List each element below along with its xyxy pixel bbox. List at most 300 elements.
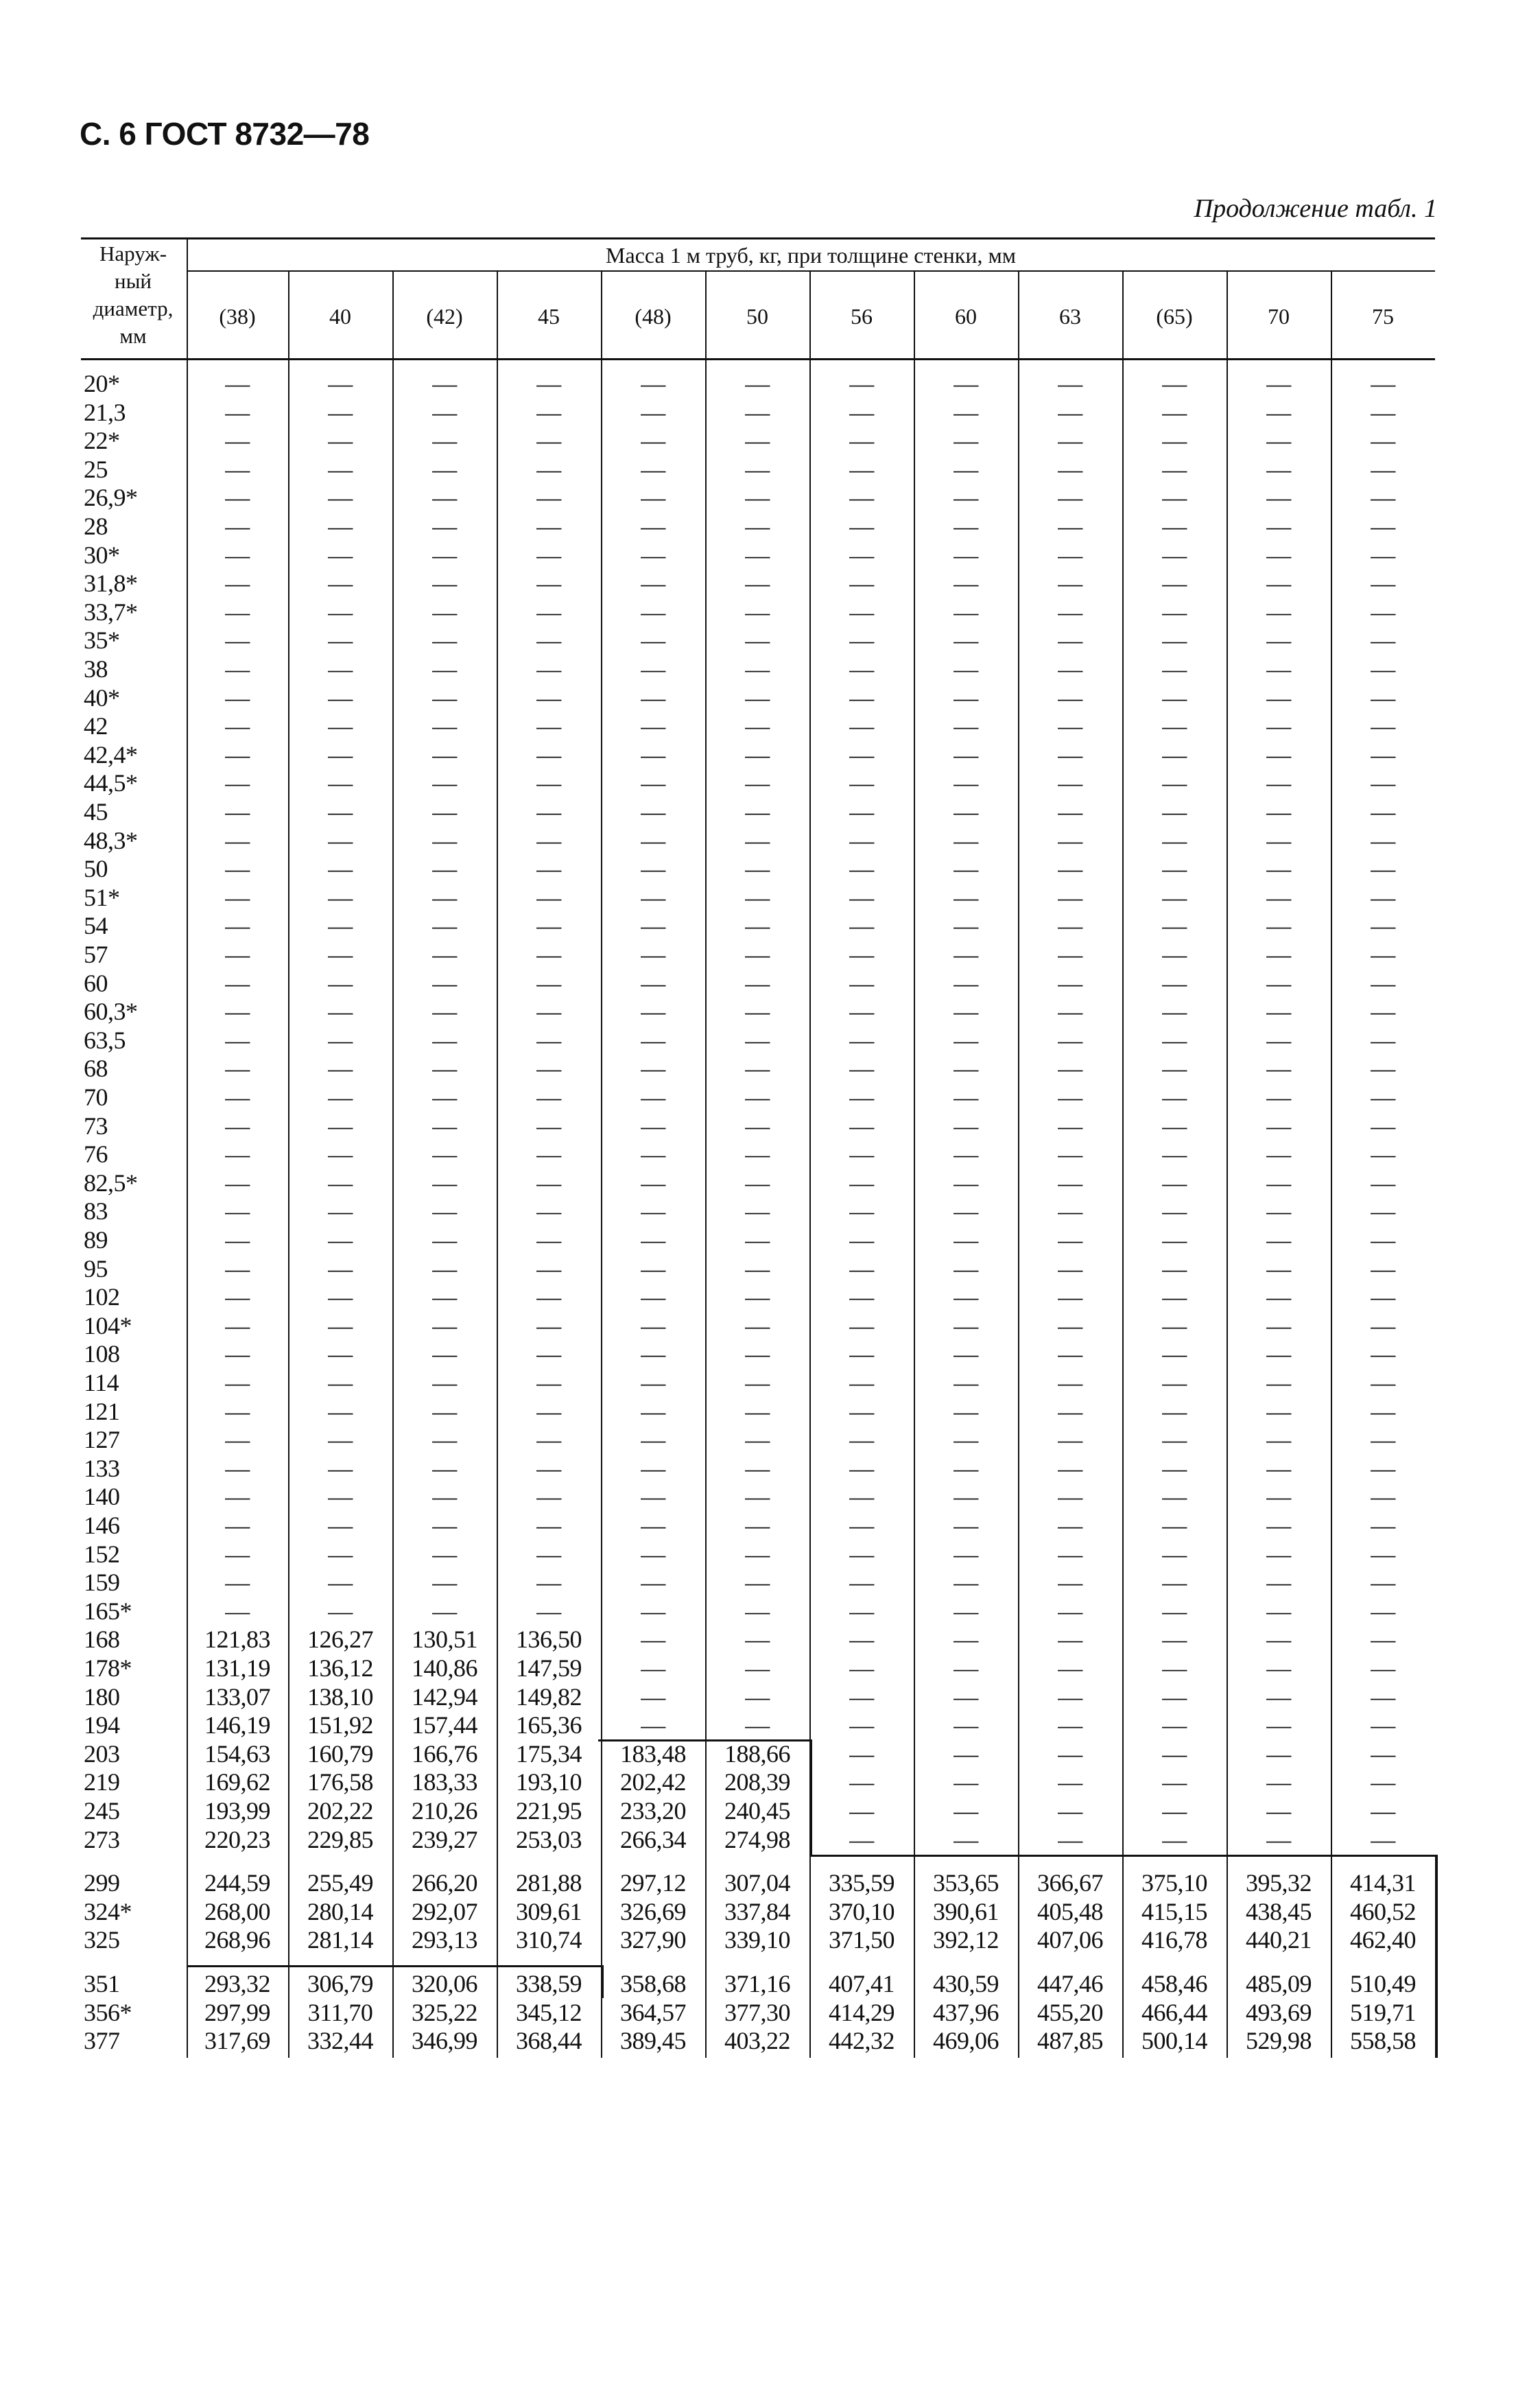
row-diameter: 50 <box>84 855 108 883</box>
row-diameter: 324* <box>84 1897 132 1925</box>
row-diameter: 325 <box>84 1926 120 1954</box>
table-cell: — <box>1371 1283 1395 1311</box>
table-cell: 368,44 <box>516 2027 582 2055</box>
table-cell: — <box>536 1112 561 1140</box>
table-cell: — <box>953 1369 978 1396</box>
table-cell: 183,48 <box>620 1739 686 1768</box>
diameter-header-line: мм <box>119 324 147 348</box>
table-cell: 221,95 <box>516 1797 582 1825</box>
table-cell: — <box>1058 883 1082 911</box>
column-header: 63 <box>1059 304 1081 329</box>
table-cell: — <box>1266 1540 1291 1568</box>
table-cell: — <box>953 1682 978 1711</box>
table-cell: — <box>745 1026 770 1054</box>
table-cell: — <box>328 941 353 968</box>
table-cell: — <box>432 1112 457 1140</box>
table-cell: 293,13 <box>412 1926 477 1954</box>
table-cell: — <box>225 541 250 569</box>
table-cell: — <box>953 1711 978 1739</box>
table-cell: 266,34 <box>620 1825 686 1853</box>
table-cell: — <box>432 1083 457 1111</box>
table-cell: — <box>641 1197 665 1225</box>
table-cell: — <box>641 1340 665 1368</box>
table-cell: — <box>953 1083 978 1111</box>
table-cell: — <box>745 769 770 797</box>
table-cell: — <box>849 1311 874 1339</box>
table-cell: — <box>432 1454 457 1482</box>
table-cell: — <box>1266 1597 1291 1625</box>
table-cell: — <box>536 1083 561 1111</box>
table-cell: 274,98 <box>724 1825 790 1853</box>
table-cell: — <box>536 1254 561 1282</box>
row-diameter: 73 <box>84 1112 108 1140</box>
table-cell: — <box>1266 998 1291 1026</box>
table-cell: — <box>536 740 561 769</box>
table-cell: — <box>1371 1055 1395 1083</box>
table-cell: — <box>225 1169 250 1197</box>
table-cell: — <box>641 1711 665 1739</box>
table-cell: — <box>849 570 874 598</box>
table-cell: — <box>745 1197 770 1225</box>
table-cell: — <box>1371 1369 1395 1396</box>
table-cell: — <box>225 484 250 512</box>
table-cell: — <box>1266 1254 1291 1282</box>
table-cell: — <box>849 1169 874 1197</box>
table-cell: — <box>1162 941 1187 968</box>
table-cell: — <box>745 455 770 483</box>
table-cell: — <box>328 626 353 655</box>
table-cell: — <box>1162 1369 1187 1396</box>
table-cell: — <box>849 998 874 1026</box>
table-cell: 440,21 <box>1246 1926 1312 1954</box>
table-cell: — <box>225 941 250 968</box>
table-cell: — <box>849 1711 874 1739</box>
column-header: 75 <box>1372 304 1394 329</box>
table-cell: 407,06 <box>1037 1926 1103 1954</box>
table-cell: — <box>745 712 770 740</box>
table-cell: 337,84 <box>724 1897 790 1925</box>
table-cell: — <box>953 1026 978 1054</box>
table-cell: — <box>1058 1283 1082 1311</box>
row-diameter: 273 <box>84 1825 120 1853</box>
table-cell: — <box>1371 1682 1395 1711</box>
table-cell: — <box>1266 1340 1291 1368</box>
table-cell: 130,51 <box>412 1626 477 1654</box>
table-cell: — <box>1371 1739 1395 1768</box>
table-cell: — <box>1162 683 1187 712</box>
table-cell: — <box>225 1197 250 1225</box>
table-cell: — <box>536 798 561 825</box>
table-cell: — <box>536 370 561 397</box>
table-cell: — <box>641 1311 665 1339</box>
table-cell: 460,52 <box>1350 1897 1416 1925</box>
table-cell: — <box>849 370 874 397</box>
table-cell: — <box>1371 1397 1395 1425</box>
table-cell: — <box>1162 826 1187 854</box>
table-cell: — <box>432 1483 457 1511</box>
table-cell: — <box>849 1369 874 1396</box>
row-diameter: 70 <box>84 1083 108 1111</box>
table-cell: — <box>1371 1140 1395 1169</box>
table-cell: — <box>1058 513 1082 540</box>
table-cell: — <box>225 1369 250 1396</box>
table-cell: — <box>641 1483 665 1511</box>
table-cell: — <box>1058 1254 1082 1282</box>
table-cell: 407,41 <box>829 1970 895 1997</box>
table-cell: — <box>225 740 250 769</box>
row-diameter: 54 <box>84 912 108 940</box>
table-cell: — <box>1266 570 1291 598</box>
table-cell: — <box>225 398 250 426</box>
table-cell: — <box>849 1768 874 1796</box>
table-cell: 430,59 <box>933 1970 999 1997</box>
table-cell: — <box>1266 484 1291 512</box>
table-cell: — <box>745 1454 770 1482</box>
table-cell: — <box>225 798 250 825</box>
table-cell: 165,36 <box>516 1711 582 1739</box>
table-cell: — <box>328 912 353 940</box>
table-cell: — <box>745 1369 770 1396</box>
table-cell: 415,15 <box>1141 1897 1207 1925</box>
table-cell: — <box>225 1569 250 1597</box>
table-cell: — <box>432 1254 457 1282</box>
table-cell: — <box>1162 712 1187 740</box>
table-cell: — <box>1058 1112 1082 1140</box>
table-cell: — <box>641 427 665 455</box>
table-cell: — <box>1371 712 1395 740</box>
table-cell: — <box>1162 1512 1187 1539</box>
table-cell: — <box>1371 655 1395 683</box>
table-cell: — <box>1162 1426 1187 1454</box>
table-cell: — <box>1266 513 1291 540</box>
table-cell: — <box>432 1540 457 1568</box>
table-cell: — <box>953 1055 978 1083</box>
table-cell: — <box>536 683 561 712</box>
table-cell: — <box>432 740 457 769</box>
table-cell: — <box>1058 1540 1082 1568</box>
table-cell: 293,32 <box>204 1970 270 1997</box>
table-cell: 210,26 <box>412 1797 477 1825</box>
row-diameter: 35* <box>84 626 120 655</box>
table-cell: — <box>1266 1483 1291 1511</box>
table-cell: — <box>1162 798 1187 825</box>
table-cell: — <box>953 1797 978 1825</box>
table-cell: — <box>641 1283 665 1311</box>
table-cell: 353,65 <box>933 1869 999 1897</box>
table-cell: — <box>1058 769 1082 797</box>
table-cell: — <box>1058 712 1082 740</box>
table-cell: — <box>1371 1483 1395 1511</box>
table-cell: — <box>1058 1597 1082 1625</box>
table-cell: 244,59 <box>204 1869 270 1897</box>
table-cell: — <box>432 1426 457 1454</box>
table-cell: — <box>1162 740 1187 769</box>
table-cell: — <box>1058 1169 1082 1197</box>
table-cell: — <box>536 513 561 540</box>
table-cell: — <box>849 740 874 769</box>
row-diameter: 51* <box>84 883 120 911</box>
table-cell: — <box>641 712 665 740</box>
table-cell: — <box>849 1483 874 1511</box>
table-cell: — <box>328 1140 353 1169</box>
table-cell: — <box>849 1397 874 1425</box>
table-cell: — <box>953 1197 978 1225</box>
table-cell: — <box>1058 1797 1082 1825</box>
table-cell: — <box>432 1397 457 1425</box>
table-cell: 292,07 <box>412 1897 477 1925</box>
table-cell: — <box>745 1483 770 1511</box>
table-cell: — <box>1162 398 1187 426</box>
table-cell: — <box>536 626 561 655</box>
table-cell: — <box>849 1654 874 1682</box>
table-cell: — <box>641 513 665 540</box>
table-cell: — <box>849 484 874 512</box>
table-cell: — <box>1371 1311 1395 1339</box>
table-cell: — <box>745 826 770 854</box>
table-cell: — <box>1058 484 1082 512</box>
table-cell: — <box>225 1254 250 1282</box>
table-cell: — <box>1266 1140 1291 1169</box>
table-cell: — <box>1162 1397 1187 1425</box>
row-diameter: 159 <box>84 1569 120 1597</box>
diameter-column-header <box>81 240 185 357</box>
row-diameter: 102 <box>84 1283 120 1311</box>
row-diameter: 42,4* <box>84 740 138 769</box>
table-cell: 306,79 <box>307 1970 373 1997</box>
table-cell: — <box>953 455 978 483</box>
table-cell: — <box>641 1369 665 1396</box>
table-cell: — <box>745 1711 770 1739</box>
table-cell: — <box>953 1140 978 1169</box>
table-cell: — <box>745 1055 770 1083</box>
table-cell: 169,62 <box>204 1768 270 1796</box>
table-cell: — <box>1371 1026 1395 1054</box>
table-cell: — <box>745 1682 770 1711</box>
table-cell: — <box>745 1654 770 1682</box>
table-cell: — <box>641 883 665 911</box>
row-diameter: 57 <box>84 941 108 968</box>
table-cell: 389,45 <box>620 2027 686 2055</box>
table-cell: — <box>641 598 665 626</box>
table-cell: — <box>536 1169 561 1197</box>
table-cell: — <box>1162 1083 1187 1111</box>
table-cell: 414,31 <box>1350 1869 1416 1897</box>
row-diameter: 44,5* <box>84 769 138 797</box>
table-cell: — <box>641 912 665 940</box>
table-cell: — <box>536 1226 561 1254</box>
table-cell: — <box>849 541 874 569</box>
table-cell: — <box>328 427 353 455</box>
table-cell: — <box>328 1597 353 1625</box>
table-cell: — <box>1371 455 1395 483</box>
table-cell: — <box>1266 1454 1291 1482</box>
table-cell: — <box>1371 626 1395 655</box>
table-cell: — <box>432 712 457 740</box>
table-cell: 346,99 <box>412 2027 477 2055</box>
table-cell: — <box>953 513 978 540</box>
row-diameter: 108 <box>84 1340 120 1368</box>
table-cell: — <box>1162 1483 1187 1511</box>
table-cell: — <box>641 769 665 797</box>
table-cell: 268,00 <box>204 1897 270 1925</box>
table-cell: — <box>1162 1682 1187 1711</box>
table-cell: — <box>953 1540 978 1568</box>
table-cell: 297,99 <box>204 1998 270 2026</box>
table-cell: — <box>1058 1197 1082 1225</box>
table-cell: — <box>745 1254 770 1282</box>
table-cell: — <box>1266 1768 1291 1796</box>
table-cell: — <box>536 969 561 997</box>
table-cell: — <box>225 683 250 712</box>
table-cell: 142,94 <box>412 1682 477 1711</box>
table-cell: — <box>1162 1540 1187 1568</box>
table-cell: — <box>849 1283 874 1311</box>
table-cell: — <box>536 1483 561 1511</box>
table-cell: — <box>849 513 874 540</box>
table-cell: — <box>849 1540 874 1568</box>
table-cell: — <box>432 941 457 968</box>
table-cell: — <box>1058 1026 1082 1054</box>
table-cell: — <box>849 912 874 940</box>
table-cell: — <box>1162 1597 1187 1625</box>
row-diameter: 146 <box>84 1512 120 1539</box>
table-cell: — <box>225 1512 250 1539</box>
table-cell: — <box>849 1626 874 1654</box>
table-cell: — <box>953 1283 978 1311</box>
table-cell: — <box>1162 541 1187 569</box>
table-cell: — <box>1371 370 1395 397</box>
table-cell: — <box>1266 1739 1291 1768</box>
table-cell: — <box>328 655 353 683</box>
row-diameter: 28 <box>84 513 108 540</box>
table-cell: — <box>1371 1083 1395 1111</box>
table-cell: — <box>1162 1226 1187 1254</box>
table-cell: 307,04 <box>724 1869 790 1897</box>
table-cell: — <box>432 826 457 854</box>
table-cell: — <box>849 769 874 797</box>
table-cell: — <box>1371 1254 1395 1282</box>
table-cell: — <box>1162 1626 1187 1654</box>
table-cell: — <box>225 1226 250 1254</box>
table-cell: — <box>1266 1226 1291 1254</box>
row-diameter: 26,9* <box>84 484 138 512</box>
table-cell: 151,92 <box>307 1711 373 1739</box>
table-cell: 438,45 <box>1246 1897 1312 1925</box>
table-cell: — <box>745 798 770 825</box>
table-cell: — <box>536 1397 561 1425</box>
continuation-label: Продолжение табл. 1 <box>1194 194 1437 223</box>
table-cell: — <box>849 855 874 883</box>
table-cell: 176,58 <box>307 1768 373 1796</box>
row-diameter: 42 <box>84 712 108 740</box>
table-cell: — <box>1266 1626 1291 1654</box>
table-cell: — <box>953 655 978 683</box>
table-cell: 493,69 <box>1246 1998 1312 2026</box>
table-cell: — <box>641 398 665 426</box>
table-cell: — <box>432 455 457 483</box>
table-cell: 455,20 <box>1037 1998 1103 2026</box>
table-cell: — <box>225 1112 250 1140</box>
table-cell: — <box>328 1226 353 1254</box>
table-cell: — <box>536 598 561 626</box>
table-cell: — <box>328 370 353 397</box>
table-cell: — <box>1058 541 1082 569</box>
table-cell: — <box>641 655 665 683</box>
table-cell: — <box>1266 427 1291 455</box>
table-cell: — <box>953 541 978 569</box>
table-cell: — <box>225 998 250 1026</box>
table-cell: — <box>536 1340 561 1368</box>
row-diameter: 95 <box>84 1254 108 1282</box>
table-cell: 338,59 <box>516 1970 582 1997</box>
table-cell: — <box>641 1083 665 1111</box>
table-cell: — <box>328 1454 353 1482</box>
table-cell: 311,70 <box>307 1998 373 2026</box>
table-cell: — <box>225 855 250 883</box>
table-cell: — <box>1266 1197 1291 1225</box>
table-cell: — <box>745 1340 770 1368</box>
table-cell: — <box>328 398 353 426</box>
table-cell: — <box>953 1454 978 1482</box>
table-cell: — <box>641 798 665 825</box>
table-cell: — <box>536 769 561 797</box>
table-cell: — <box>1371 912 1395 940</box>
table-cell: — <box>328 1340 353 1368</box>
table-cell: — <box>536 1569 561 1597</box>
row-diameter: 31,8* <box>84 570 138 598</box>
table-cell: — <box>1058 655 1082 683</box>
row-diameter: 114 <box>84 1369 119 1396</box>
row-diameter: 219 <box>84 1768 120 1796</box>
table-cell: — <box>1266 1682 1291 1711</box>
table-cell: — <box>641 1254 665 1282</box>
table-cell: — <box>1058 1140 1082 1169</box>
table-cell: — <box>849 1140 874 1169</box>
table-cell: 390,61 <box>933 1897 999 1925</box>
column-header: 45 <box>538 304 560 329</box>
table-cell: 366,67 <box>1037 1869 1103 1897</box>
table-cell: — <box>1371 1112 1395 1140</box>
table-cell: — <box>536 1454 561 1482</box>
table-cell: 281,14 <box>307 1926 373 1954</box>
table-cell: — <box>1058 1739 1082 1768</box>
table-cell: — <box>953 1397 978 1425</box>
table-cell: 358,68 <box>620 1970 686 1997</box>
table-cell: — <box>953 398 978 426</box>
table-rule <box>809 1855 1435 1857</box>
table-cell: — <box>225 826 250 854</box>
table-cell: — <box>328 1083 353 1111</box>
table-cell: — <box>225 370 250 397</box>
table-cell: 392,12 <box>933 1926 999 1954</box>
table-cell: — <box>1371 769 1395 797</box>
table-cell: — <box>1266 455 1291 483</box>
table-cell: — <box>641 455 665 483</box>
table-cell: — <box>432 912 457 940</box>
table-cell: — <box>849 1454 874 1482</box>
table-cell: — <box>1058 570 1082 598</box>
table-cell: — <box>745 1283 770 1311</box>
table-cell: — <box>328 683 353 712</box>
table-cell: — <box>1162 1197 1187 1225</box>
row-diameter: 165* <box>84 1597 132 1625</box>
table-cell: — <box>745 912 770 940</box>
table-cell: 133,07 <box>204 1682 270 1711</box>
table-cell: — <box>953 1426 978 1454</box>
table-cell: — <box>432 1140 457 1169</box>
table-cell: — <box>745 883 770 911</box>
table-cell: — <box>849 1597 874 1625</box>
